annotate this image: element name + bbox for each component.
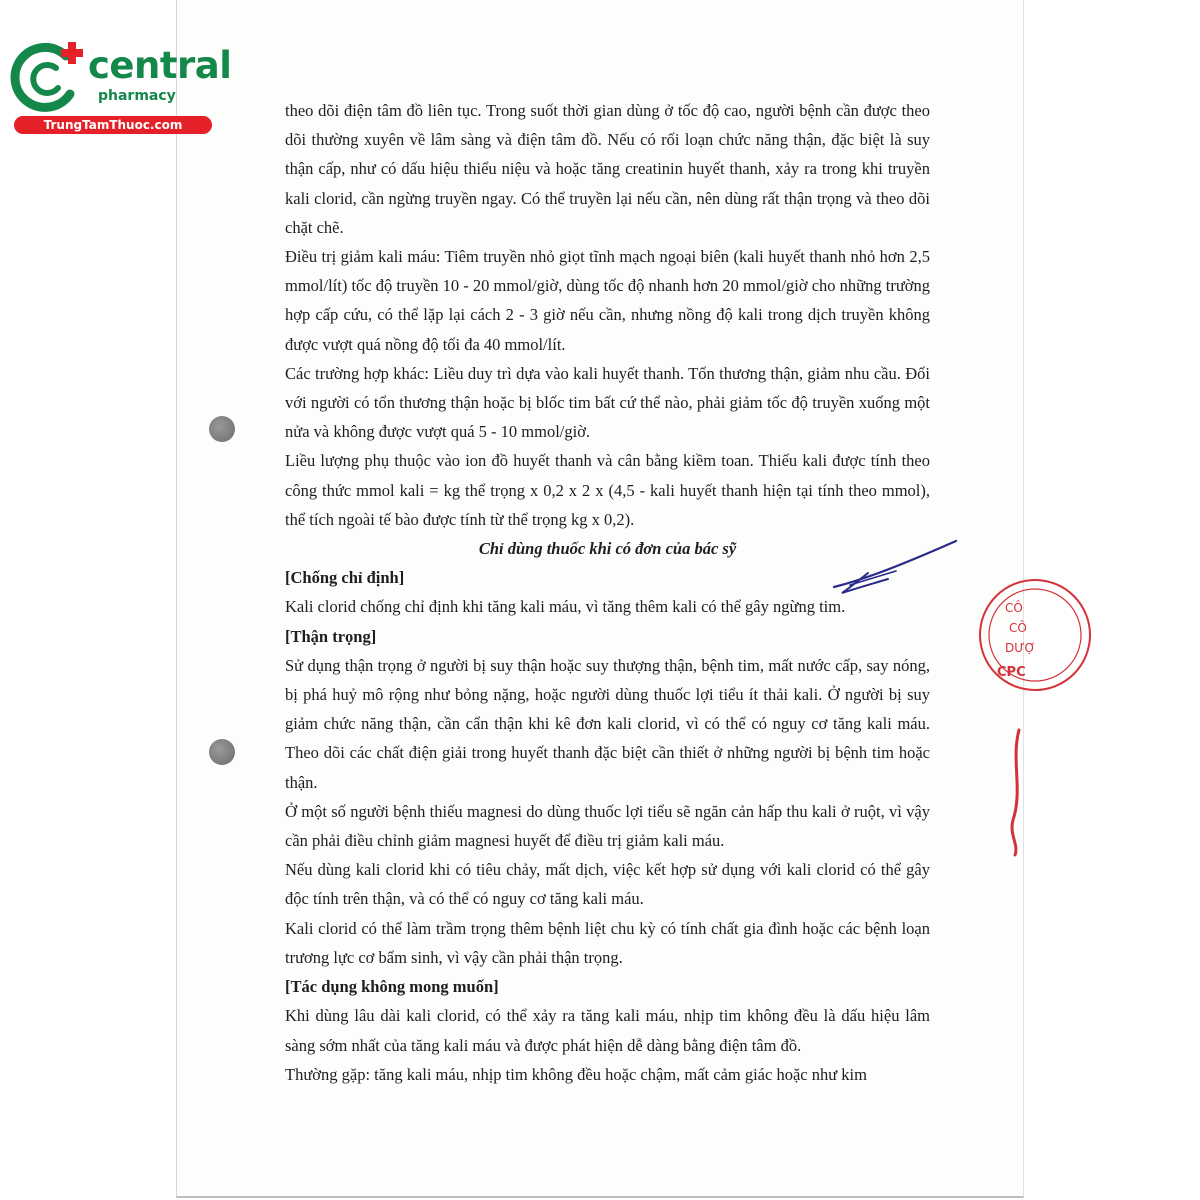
stamp-line-4: CPC [997,665,1026,680]
heading-precautions: [Thận trọng] [285,626,377,646]
company-stamp [975,560,1036,860]
paragraph-monitoring: theo dõi điện tâm đồ liên tục. Trong suốt thời gian dùng ở tốc độ cao, người bệnh cần được theo dõi thường xuyên về lâm sàng và điện tâm đồ. Nếu có rối loạn chức năng thận, đặc biệt là suy thận cấp, như có dấu hiệu thiểu niệu và hoặc tăng creatinin huyết thanh, xảy ra trong khi truyền kali clorid, cần ngừng truyền ngay. Có thể truyền lại nếu cần, nên dùng rất thận trọng và theo dõi chặt chẽ. [285,101,930,237]
paragraph-adverse-effects-2: Thường gặp: tăng kali máu, nhịp tim không đều hoặc chậm, mất cảm giác hoặc như kim [285,1064,867,1084]
paragraph-adverse-effects-1: Khi dùng lâu dài kali clorid, có thể xảy ra tăng kali máu, nhịp tim không đều là dấu hiệu lâm sàng sớm nhất của tăng kali máu và được phát hiện dễ dàng bằng điện tâm đồ. [285,1006,930,1055]
prescription-note: Chỉ dùng thuốc khi có đơn của bác sỹ [478,539,737,559]
stamp-line-1: CÔ [1005,601,1023,615]
stamp-line-2: CÔ [1009,621,1027,635]
paragraph-precautions-4: Kali clorid có thể làm trầm trọng thêm bệnh liệt chu kỳ có tính chất gia đình hoặc các bệnh loạn trương lực cơ bẩm sinh, vì vậy cần phải thận trọng. [285,918,930,967]
central-pharmacy-logo[interactable] [10,38,232,138]
logo-wordmark: central [88,44,232,87]
logo-subtitle: pharmacy [98,88,176,104]
paragraph-hypokalemia-treatment: Điều trị giảm kali máu: Tiêm truyền nhỏ giọt tĩnh mạch ngoại biên (kali huyết thanh nhỏ hơn 2,5 mmol/lít) tốc độ truyền 10 - 20 mmol/giờ, dùng tốc độ nhanh hơn 20 mmol/giờ cho những trường hợp cấp cứu, có thể lặp lại cách 2 - 3 giờ nếu cần, nhưng nồng độ kali trong dịch truyền không được vượt quá nồng độ tối đa 40 mmol/lít. [285,247,930,354]
signature-scribble-icon [828,535,963,600]
paragraph-precautions-3: Nếu dùng kali clorid khi có tiêu chảy, mất dịch, việc kết hợp sử dụng với kali clorid có thể gây độc tính trên thận, và có thể có nguy cơ tăng kali máu. [285,860,930,909]
paragraph-dosage-formula: Liều lượng phụ thuộc vào ion đồ huyết thanh và cân bằng kiềm toan. Thiếu kali được tính theo công thức mmol kali = kg thể trọng x 0,2 x 2 x (4,5 - kali huyết thanh hiện tại tính theo mmol), thể tích ngoài tế bào được tính từ thể trọng kg x 0,2). [285,451,930,529]
punch-hole-top [209,416,235,442]
paragraph-other-cases: Các trường hợp khác: Liều duy trì dựa vào kali huyết thanh. Tổn thương thận, giảm nhu cầu. Đối với người có tổn thương thận hoặc bị blốc tim bất cứ thể nào, phải giảm tốc độ truyền xuống một nửa và không được vượt quá 5 - 10 mmol/giờ. [285,363,930,442]
heading-adverse-effects: [Tác dụng không mong muốn] [285,977,499,997]
paragraph-contraindications: Kali clorid chống chỉ định khi tăng kali máu, vì tăng thêm kali có thể gây ngừng tim. [285,597,846,617]
stamp-seal-icon [975,560,1036,860]
logo-mark-icon [10,38,90,114]
stamp-line-3: DƯỢ [1005,641,1036,655]
punch-hole-bottom [209,739,235,765]
heading-contraindications: [Chống chỉ định] [285,568,405,588]
paragraph-precautions-1: Sử dụng thận trọng ở người bị suy thận hoặc suy thượng thận, bệnh tim, mất nước cấp, say nóng, bị phá huỷ mô rộng như bỏng nặng, hoặc người dùng thuốc lợi tiểu ít thải kali. Ở người bị suy giảm chức năng thận, cần cẩn thận khi kê đơn kali clorid, vì có thể có nguy cơ tăng kali máu. Theo dõi các chất điện giải trong huyết thanh đặc biệt cần thiết ở những người bị bệnh tim hoặc thận. [285,655,930,792]
paragraph-precautions-2: Ở một số người bệnh thiếu magnesi do dùng thuốc lợi tiểu sẽ ngăn cản hấp thu kali ở ruột, vì vậy cần phải điều chỉnh giảm magnesi huyết để điều trị giảm kali máu. [285,801,930,851]
logo-url-badge[interactable]: TrungTamThuoc.com [14,116,212,134]
